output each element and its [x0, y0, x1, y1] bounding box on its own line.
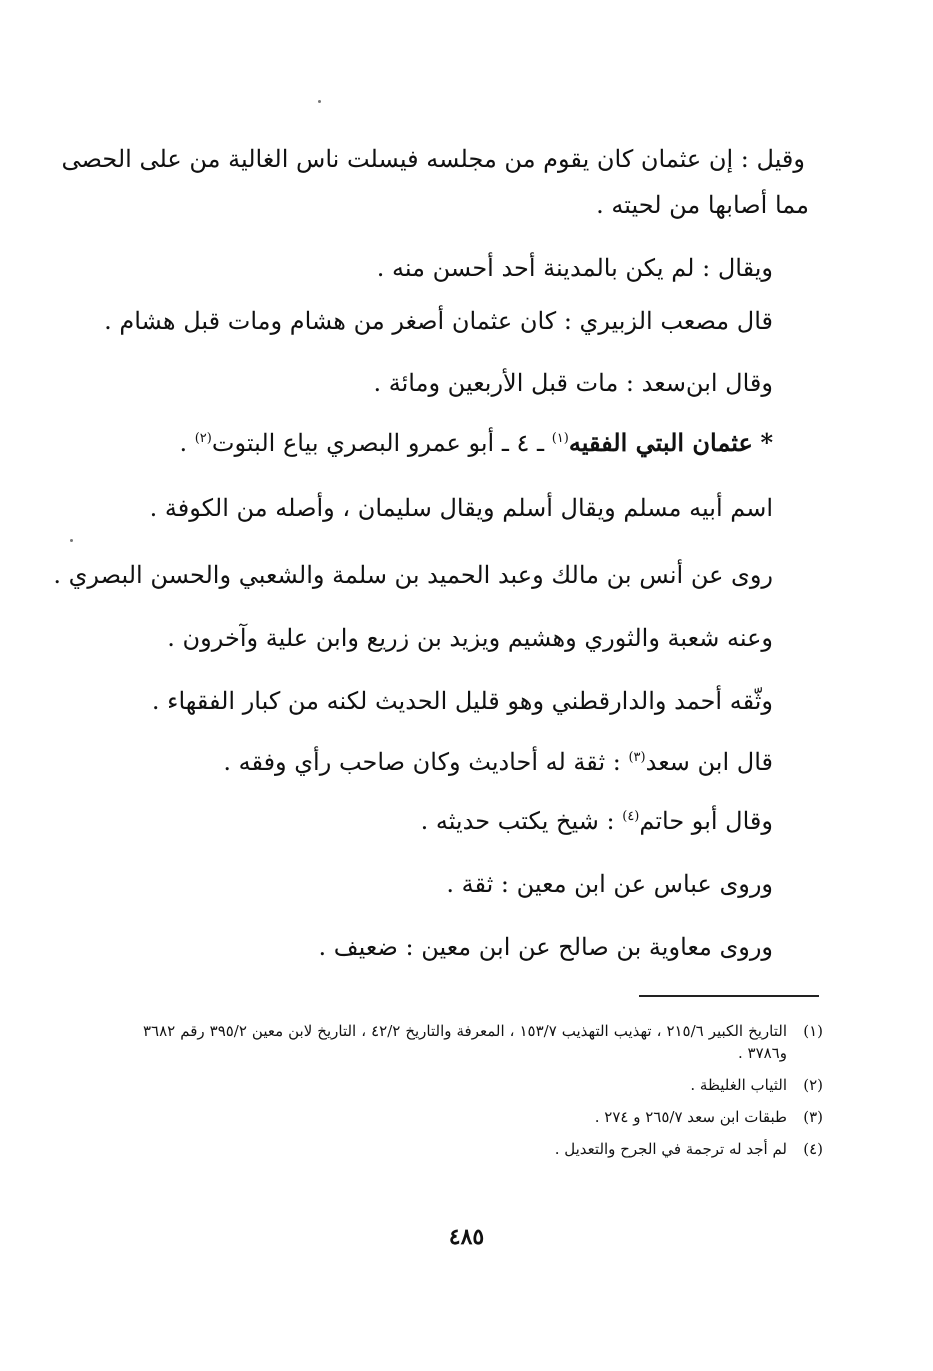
- paragraph: [223, 741, 773, 783]
- scan-speck: [70, 539, 73, 542]
- paragraph-text: وقال ابن‌سعد : مات قبل الأربعين ومائة .: [373, 369, 773, 397]
- footnote-text: التاريخ الكبير ٢١٥/٦ ، تهذيب التهذيب ١٥٣/٧ ، المعرفة والتاريخ ٤٢/٢ ، التاريخ لابن معين ٣٩٥/٢ رقم ٣٦٨٢ و٣٧٨٦ .: [143, 1022, 788, 1062]
- paragraph: [377, 247, 773, 289]
- footnote-text: الثياب الغليظة .: [690, 1076, 787, 1094]
- paragraph-text: وعنه شعبة والثوري وهشيم ويزيد بن زريع وابن علية وآخرون .: [167, 624, 773, 652]
- paragraph-text: وقال أبو حاتم: [639, 807, 773, 835]
- paragraph: [167, 617, 773, 659]
- footnote-ref: (٢): [194, 431, 212, 446]
- paragraph: [373, 362, 773, 404]
- paragraph-text: : ثقة له أحاديث وكان صاحب رأي وفقه .: [223, 748, 629, 776]
- paragraph-text: روى عن أنس بن مالك وعبد الحميد بن سلمة والشعبي والحسن البصري .: [53, 561, 773, 589]
- page-number: ٤٨٥: [448, 1224, 485, 1250]
- footnote-item: [143, 1106, 823, 1128]
- paragraph: [319, 926, 773, 968]
- paragraph-text: قال ابن سعد: [645, 748, 773, 776]
- paragraph-text: مما أصابها من لحيته .: [596, 191, 809, 219]
- entry-heading: [179, 422, 773, 464]
- paragraph-text: وروى عباس عن ابن معين : ثقة .: [446, 870, 773, 898]
- paragraph: [421, 800, 773, 842]
- paragraph-text: وثّقه أحمد والدارقطني وهو قليل الحديث لكنه من كبار الفقهاء .: [151, 687, 773, 715]
- footnote-number: (٣): [803, 1108, 823, 1126]
- footnote-ref: (٣): [628, 750, 646, 765]
- footnote-item: [143, 1020, 823, 1064]
- paragraph-text: اسم أبيه مسلم ويقال أسلم ويقال سليمان ، وأصله من الكوفة .: [149, 494, 773, 522]
- footnote-number: (١): [803, 1022, 823, 1040]
- scan-speck: [318, 100, 321, 103]
- paragraph: [446, 863, 773, 905]
- paragraph-line: [596, 184, 809, 226]
- paragraph-text: : شيخ يكتب حديثه .: [420, 807, 623, 835]
- paragraph: [53, 554, 773, 596]
- entry-name: عثمان البتي الفقيه: [568, 428, 753, 457]
- entry-end: .: [179, 429, 195, 457]
- paragraph-text: وروى معاوية بن صالح عن ابن معين : ضعيف .: [318, 933, 773, 961]
- footnote-separator: [639, 995, 819, 997]
- footnote-number: (٤): [803, 1140, 823, 1158]
- entry-description: أبو عمرو البصري بياع البتوت: [211, 429, 495, 457]
- paragraph-text: وقيل : إن عثمان كان يقوم من مجلسه فيسلت ناس الغالية من على الحصى: [61, 145, 805, 173]
- footnote-ref: (١): [551, 431, 569, 446]
- footnotes: [143, 1020, 823, 1170]
- paragraph-line: [61, 138, 805, 180]
- footnote-item: [143, 1074, 823, 1096]
- footnote-text: لم أجد له ترجمة في الجرح والتعديل .: [554, 1140, 787, 1158]
- entry-number: ـ ٤ ـ: [494, 429, 552, 457]
- footnote-ref: (٤): [622, 809, 640, 824]
- paragraph: [104, 300, 773, 342]
- paragraph-text: ويقال : لم يكن بالمدينة أحد أحسن منه .: [376, 254, 773, 282]
- entry-star: *: [760, 428, 773, 457]
- footnote-number: (٢): [803, 1076, 823, 1094]
- paragraph: [152, 680, 773, 722]
- paragraph-text: قال مصعب الزبيري : كان عثمان أصغر من هشام ومات قبل هشام .: [104, 307, 773, 335]
- footnote-item: [143, 1138, 823, 1160]
- paragraph: [150, 487, 773, 529]
- footnote-text: طبقات ابن سعد ٢٦٥/٧ و ٢٧٤ .: [594, 1108, 787, 1126]
